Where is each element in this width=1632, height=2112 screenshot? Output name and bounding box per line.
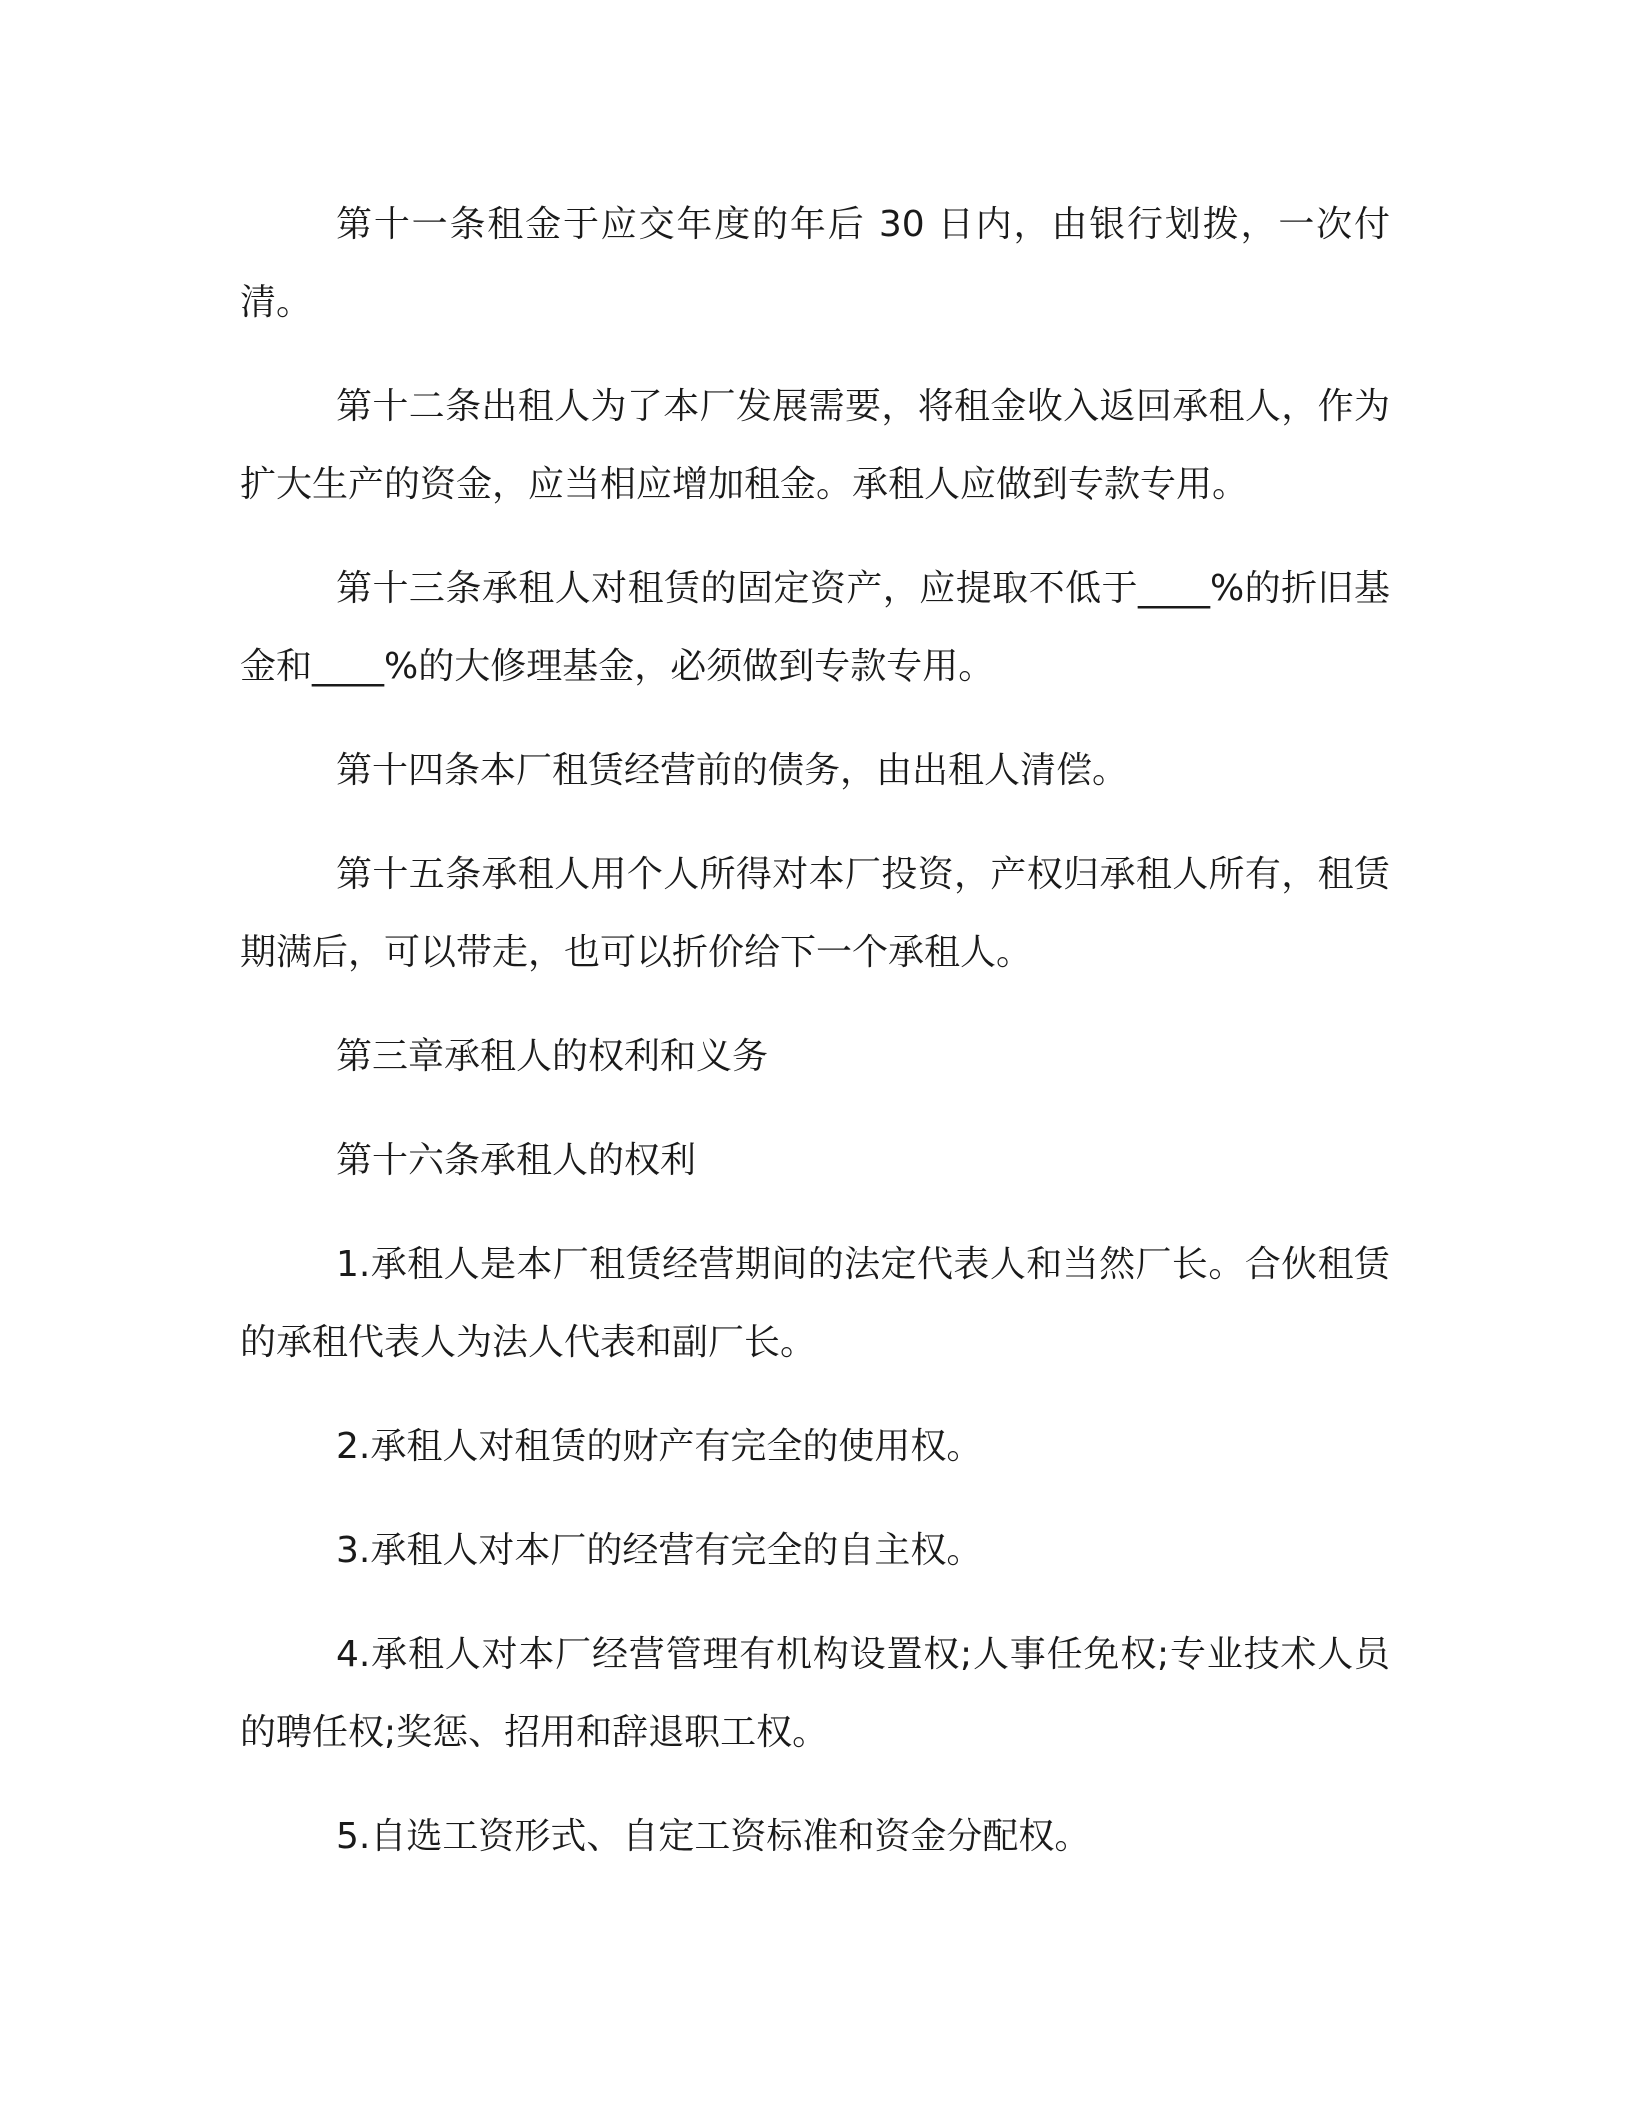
right-item-3: 3.承租人对本厂的经营有完全的自主权。: [336, 1530, 983, 1571]
document-page: [240, 186, 1390, 1902]
chapter-3-heading: 第三章承租人的权利和义务: [336, 1036, 769, 1077]
article-13: 第十三条承租人对租赁的固定资产，应提取不低于____%的折旧基金和____%的大修理基金，必须做到专款专用。: [240, 568, 1390, 687]
right-item-4: 4.承租人对本厂经营管理有机构设置权;人事任免权;专业技术人员的聘任权;奖惩、招用和辞退职工权。: [240, 1634, 1390, 1753]
right-item-1: 1.承租人是本厂租赁经营期间的法定代表人和当然厂长。合伙租赁的承租代表人为法人代表和副厂长。: [240, 1244, 1390, 1363]
right-item-2: 2.承租人对租赁的财产有完全的使用权。: [336, 1426, 983, 1467]
right-item-5: 5.自选工资形式、自定工资标准和资金分配权。: [336, 1816, 1091, 1857]
article-15: 第十五条承租人用个人所得对本厂投资，产权归承租人所有，租赁期满后，可以带走，也可以折价给下一个承租人。: [240, 854, 1390, 973]
article-16-heading: 第十六条承租人的权利: [336, 1140, 697, 1181]
article-11: 第十一条租金于应交年度的年后 30 日内，由银行划拨，一次付清。: [240, 204, 1390, 323]
article-14: 第十四条本厂租赁经营前的债务，由出租人清偿。: [336, 750, 1129, 791]
article-12: 第十二条出租人为了本厂发展需要，将租金收入返回承租人，作为扩大生产的资金，应当相应增加租金。承租人应做到专款专用。: [240, 386, 1390, 505]
